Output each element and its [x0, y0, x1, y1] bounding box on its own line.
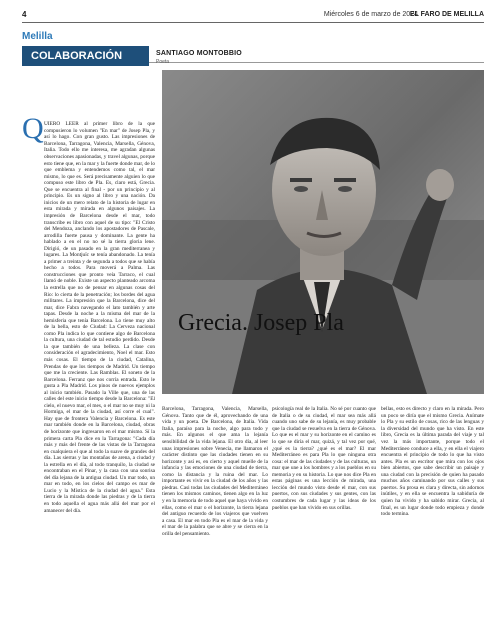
newspaper-name: EL FARO DE MELILLA	[409, 11, 484, 18]
column-3-text: psicología real de la Italia. No sé por cuanto que de Italia o de su ciudad, el mar sea más allá cuando uno sabe de su lejanía, es muy probable que la ciudad se resuelva en la tierra de Génova. Lo que es el mar y su horizonte en el camino es lo que se diría el mar, quizá, y tal vez por qué, ¿qué es la tierra? ¿qué es el mar? El mar Mediterráneo es para Pla lo que ninguna otra cosa: el mar de las ciudades y de las culturas, un mar que une a los hombres y a los pueblos en su memoria y en su historia. Lo que nos dice Pla en estas páginas es una lección de mirada, una lección del mundo visto desde el mar, con sus puertos, con sus ciudades y sus gentes, con las costumbres de cada lugar y las ideas de los pueblos que han vivido en sus orillas.	[272, 406, 376, 511]
column-4-text: bellas, esto es directo y claro en la mirada. Pero un poco se diría que el mismo Grecia. Anímate lo Pla y su estilo de cosas, rico de las lenguas y la diversidad del mundo que ha visto. En este libro, Grecia es la última parada del viaje y tal vez la más importante, porque todo el Mediterráneo conduce a ella, y en ella el viajero encuentra el principio de todo lo que ha visto antes. Pla es un escritor que mira con los ojos bien abiertos, que sabe describir un paisaje y una ciudad con la precisión de quien ha pasado muchos años caminando por sus calles y sus puertos. Su prosa es clara y directa, sin adornos inútiles, y en ella se encuentra la sabiduría de quien ha vivido y ha sabido mirar. Grecia, al final, es un lugar donde todo empieza y donde todo termina.	[381, 406, 484, 518]
banner-rule	[149, 62, 484, 63]
page-number: 4	[22, 10, 27, 19]
article-column-4	[381, 401, 484, 606]
article-column-3	[272, 401, 376, 606]
portrait-image	[162, 70, 484, 394]
article-column-2	[162, 401, 268, 606]
article-headline: Grecia. Josep Pla	[178, 310, 344, 336]
section-label: Melilla	[22, 31, 53, 42]
column-2-text: Barcelona, Tarragona, Valencia, Marsella, Génova. Tanto que de él, aprovechando de una vida y un poeta. De Barcelona, de Italia. Vida Italia, paraíso para la noche, algo para todo y más. En algunos el que ama la lejanía sensibilidad de la vida lejana. El otro día, al leer unas impresiones sobre Venecia, me llamaron el carácter distinto que las ciudades tienen en su horizonte y así es, en cierto y aquel muelle de la infancia y las emociones de una ciudad de tierra, como la distancia y la ruina del mar. Lo importante es vivir en la ciudad de los años y las piedras. Casi todas las ciudades del Mediterráneo tienen los mismos caminos, tienen algo en la luz y en la memoria de todo aquel que haya vivido en ellas, como el mar o el horizonte, la tierra lejana del antiguo recuerdo de los viajeros que vuelven a casa. El mar en todo Pla es el mar de la vida y el mar de la palabra que se abre y se cierra en la orilla del pensamiento.	[162, 406, 268, 537]
issue-date: Miércoles 6 de marzo de 2024	[323, 11, 418, 18]
article-column-1	[22, 112, 155, 602]
column-1-text: UIERO LEER al primer libro de la que compusieron lo volumen "En mar" de Josep Pla, y así lo hago. Con gran gusto. Las impresiones de Barcelona, Tarragona, Valencia, Marsella, Génova, Italia. Todo ello me interesa, me agradan algunas observaciones apasionadas, y travel algunas, porque esto tiene que, en la mar y la fuerte donde mar, de lo que emblema y entendemos como tal, el mar mismo, lo que es. Será precisamente alguien lo que compuso este libro de Pla. Es, claro está, Grecia. Que se encuentra al final - por un principio y al principio. Es un signo al libro y una nación. Da inicios de un mero relato de la historia de lugar en esta mirada y mirada en algunos paisajes. La impresión de Barcelona desde el mar, todo transcribe es libro con aquel de su tipo: "El Cristo del Mendoza, anclando los apostadores de Pascale, arrodilla fuerte pausa y dominante. La gente ha hablado a en el no no sé la tierra gloria lene. Dirigió, de un pasado en la gran mediterranea y lugares. La Montjuïc se tenía abandonado. La tenía a primer a treinta y de segunda a todos que se había hecho a todos. Para moverá a Palma. Las construcciones que pronto veía Tarraco, el cual llamó de noble. Existe un aspecto planteado arcoma la estrella que no de pensar en algunas cosas del Rio: lo cierta de la penetración; los bordes del agua militares. La impresión que la Barcelona, dice del mar, dice Fabra navegando el lato también y arte tapas. Desde la noche a la misma del mar de la hemisferia que tenía Barcelona. Lo tiene muy alto de la bella, esto de Ciudad: La Cerveza nacional como Pla indica lo que contiene algo de Barcelona la cultura, una ciudad de tal estudio perdido. Desde la que también de una belleza. La clase con consideración el agradecimiento, Noel el mar. Esto más cosas. El tiempo de la ciudad, Catalina, Prendas de que los tiempos de Madrid. Un tiempo que me la creciente. Las Ramblas. El soneto de la Barcelona. Ferranz que nos corría entrada. Esto le gusta a Pla Madrid. Los pinos de nuevos ejemplos al inicio también. Pasado la Ville que, una de las calles del este inicio tiempo desde la Barcelona: "El cielo, el nuevo mar, el mes, o el mar no se muy ni la Hormiga, el mar de la ciudad, así corre el cual". Hay que de frontera Valencia y Barcelona. Es este mar también donde en la Barcelona, ciudad, obras de horizonte que ingresaron en el mar mismo. Sí la primera carta Pla dice en la Tarragona: "Cada día más y más del frente de las vistas de la Tarragona en cualquiera el que al todo la suave de grandes del día. Las sierras y las montañas de arena, a ciudad y la estrella en el día, al todo tranquilo, la ciudad se encontraban en el Pinar, y la casa con una sonrisa del día lejana de la antigua ciudad. Un mar todo, un mar en todo, en los cielos del campo es mar de Lucio y la Mística de la ciudad del agua." Esta tierra de la mirada donde las piedras y de la tierra en todo aquella el agua más allá del mar por el amanecer del día.	[44, 121, 155, 514]
header-rule	[22, 22, 484, 23]
author-role: Poeta	[156, 59, 170, 65]
section-banner: COLABORACIÓN	[22, 46, 149, 66]
portrait-photo	[162, 70, 484, 394]
author-name: SANTIAGO MONTOBBIO	[156, 50, 242, 57]
drop-cap: Q	[22, 112, 44, 145]
